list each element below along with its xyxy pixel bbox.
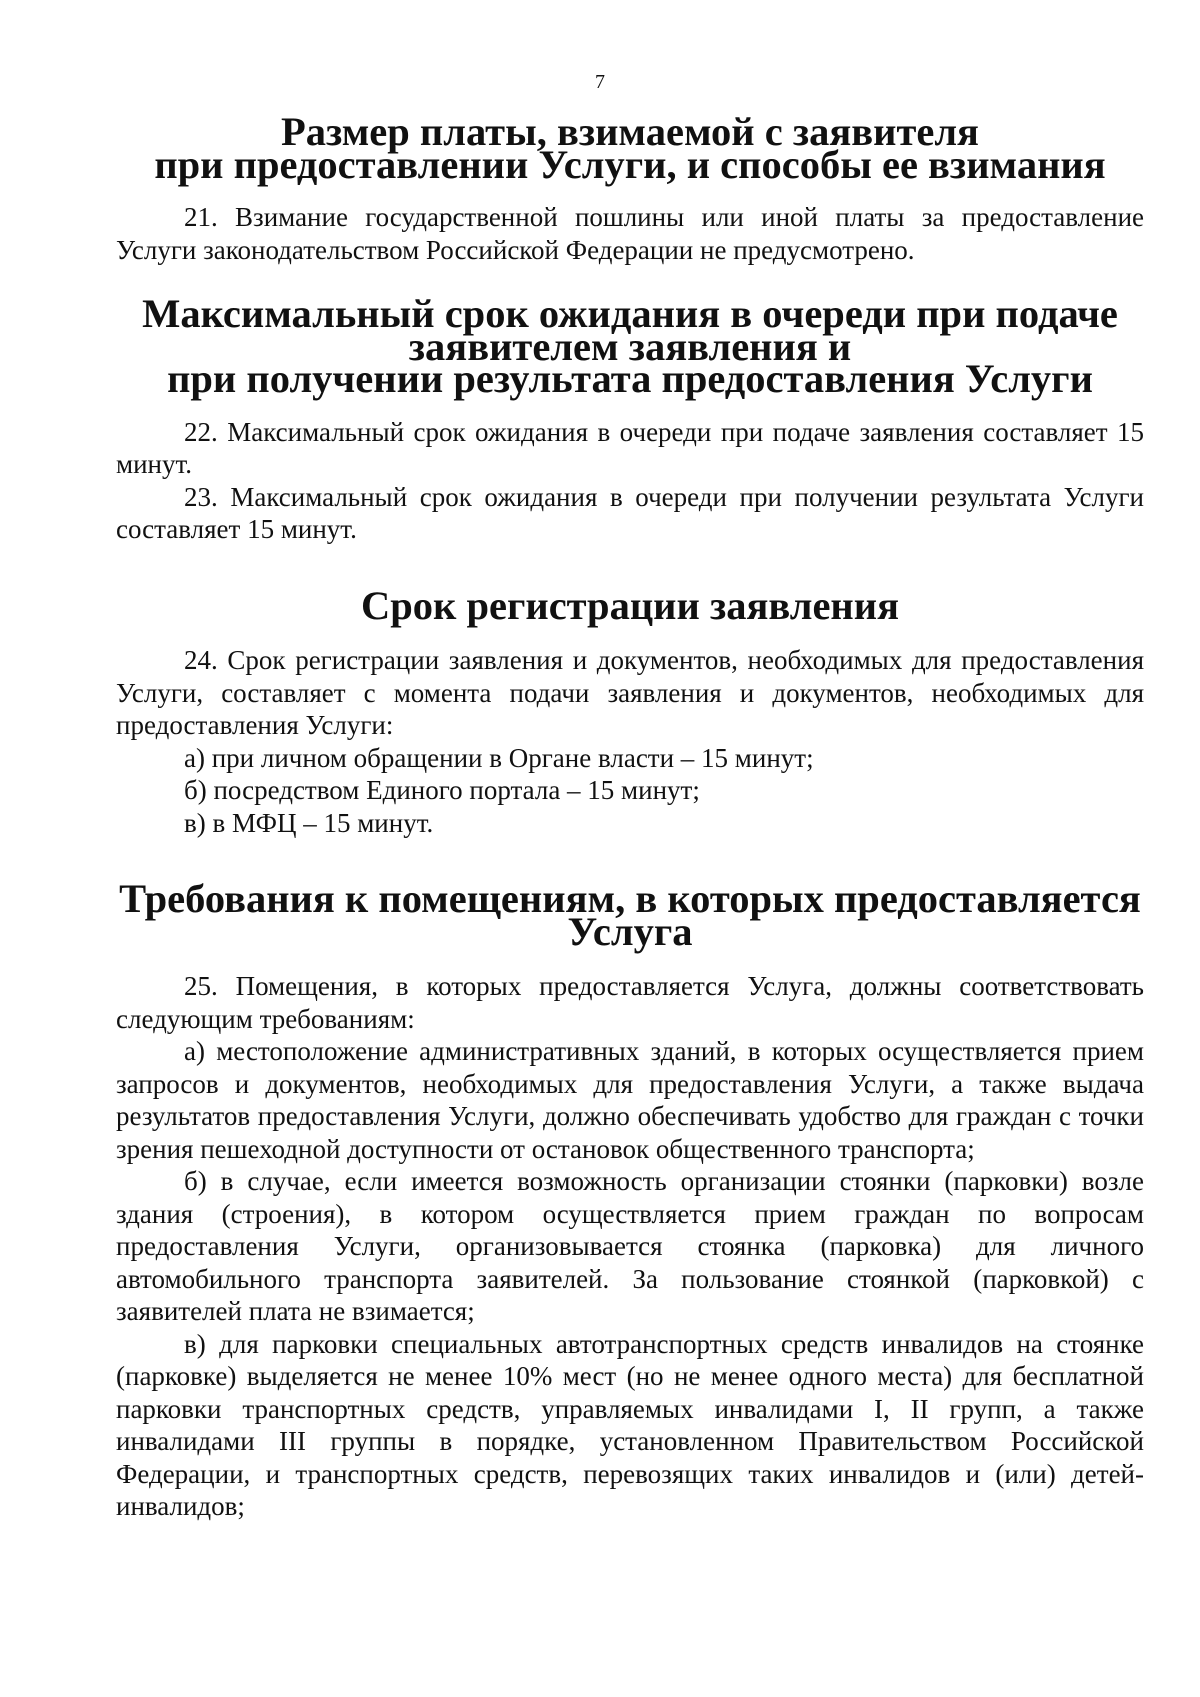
paragraph-25: 25. Помещения, в которых предоставляется Услуга, должны соответствовать следующим требованиям: <box>116 971 1144 1034</box>
page-number: 7 <box>595 71 605 93</box>
paragraph-25v: в) для парковки специальных автотранспортных средств инвалидов на стоянке (парковке) выделяется не менее 10% мест (но не менее одного места) для бесплатной парковки транспортных средств, управляемых инвалидами I, II групп, а также инвалидами III группы в порядке, установленном Правительством Российской Федерации, и транспортных средств, перевозящих таких инвалидов и (или) детей-инвалидов; <box>116 1328 1144 1521</box>
paragraph-25a: а) местоположение административных зданий, в которых осуществляется прием запросов и документов, необходимых для предоставления Услуги, а также выдача результатов предоставления Услуги, должно обеспечивать удобство для граждан с точки зрения пешеходной доступности от остановок общественного транспорта; <box>116 1036 1144 1164</box>
document-body <box>116 109 1144 1523</box>
heading-registration: Срок регистрации заявления <box>360 582 900 628</box>
list-item-24a: а) при личном обращении в Органе власти – 15 минут; <box>184 742 814 773</box>
heading-premises: Требования к помещениям, в которых предоставляется Услуга <box>119 876 1141 954</box>
heading-queue-line-1: Максимальный срок ожидания в очереди при подаче заявителем заявления и <box>142 291 1118 369</box>
paragraph-25b: б) в случае, если имеется возможность организации стоянки (парковки) возле здания (строения), в котором осуществляется прием граждан по вопросам предоставления Услуги, организовывается стоянка (парковка) для личного автомобильного транспорта заявителей. За пользование стоянкой (парковкой) с заявителей плата не взимается; <box>116 1166 1144 1326</box>
heading-queue-line-2: при получении результата предоставления Услуги <box>167 356 1093 401</box>
paragraph-21: 21. Взимание государственной пошлины или иной платы за предоставление Услуги законодательством Российской Федерации не предусмотрено. <box>116 202 1144 265</box>
paragraph-24: 24. Срок регистрации заявления и документов, необходимых для предоставления Услуги, составляет с момента подачи заявления и документов, необходимых для предоставления Услуги: <box>116 645 1144 740</box>
heading-fee <box>116 109 1144 187</box>
list-item-24v: в) в МФЦ – 15 минут. <box>184 807 434 838</box>
paragraph-22: 22. Максимальный срок ожидания в очереди при подаче заявления составляет 15 минут. <box>116 416 1144 479</box>
heading-fee-line-2: при предоставлении Услуги, и способы ее взимания <box>154 141 1106 187</box>
list-item-24b: б) посредством Единого портала – 15 минут; <box>184 775 700 805</box>
paragraph-23: 23. Максимальный срок ожидания в очереди при получении результата Услуги составляет 15 минут. <box>116 481 1144 544</box>
heading-fee-line-1: Размер платы, взимаемой с заявителя <box>281 109 979 154</box>
heading-queue <box>116 291 1144 401</box>
